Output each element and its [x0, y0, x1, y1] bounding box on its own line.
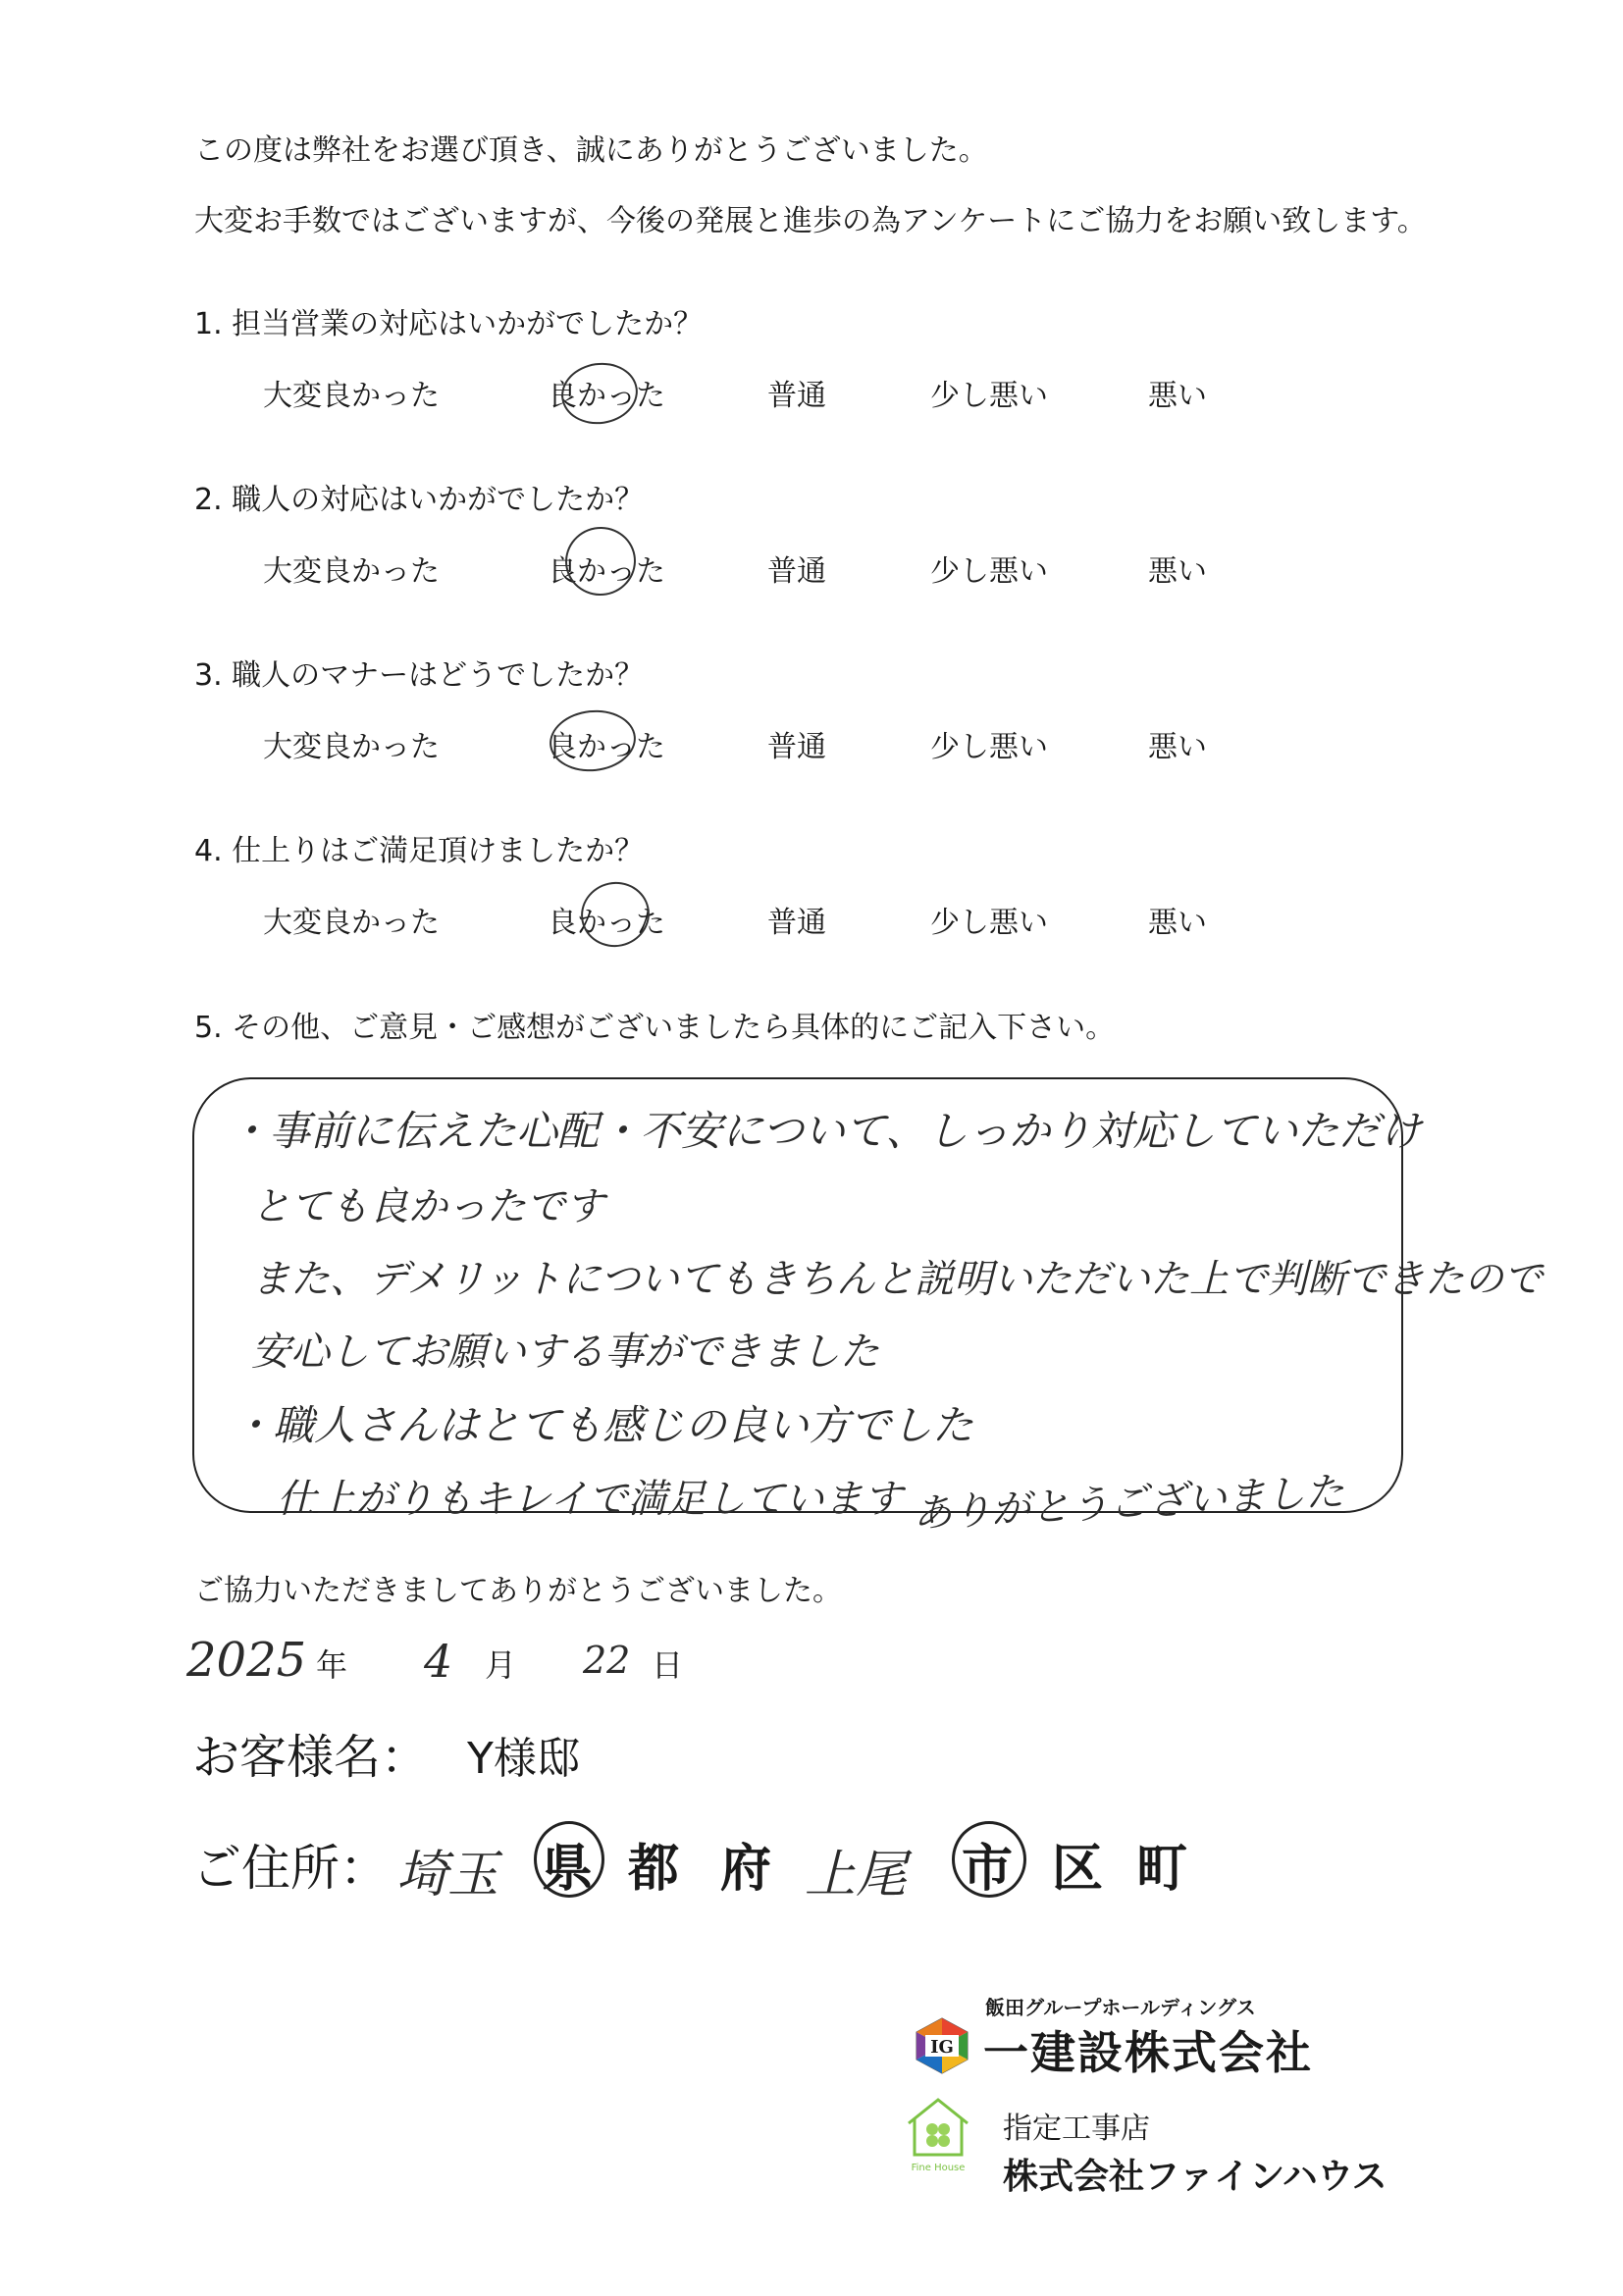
option-slightly-bad[interactable]: 少し悪い	[930, 730, 1048, 764]
option-very-good[interactable]: 大変良かった	[263, 906, 440, 940]
date-month-value: 4	[424, 1635, 453, 1688]
question-4: 4. 仕上りはご満足頂けましたか？	[194, 834, 645, 868]
option-good[interactable]: 良かった	[548, 379, 665, 413]
suffix-machi: 町	[1136, 1840, 1188, 1899]
question-2: 2. 職人の対応はいかがでしたか？	[194, 483, 645, 517]
group-name: 飯田グループホールディングス	[985, 1996, 1256, 2019]
question-5: 5. その他、ご意見・ご感想がございましたら具体的にご記入下さい。	[194, 1011, 1116, 1045]
option-good[interactable]: 良かった	[548, 730, 665, 764]
city-handwritten[interactable]: 上尾	[805, 1846, 908, 1905]
closing-text: ご協力いただきましてありがとうございました。	[194, 1574, 842, 1608]
handwritten-thanks: ありがとうございました	[912, 1469, 1346, 1538]
option-normal[interactable]: 普通	[767, 379, 826, 413]
option-bad[interactable]: 悪い	[1148, 379, 1207, 413]
fine-house-logo-text: Fine House	[911, 2163, 966, 2173]
date-year-label: 年	[316, 1646, 348, 1684]
option-slightly-bad[interactable]: 少し悪い	[930, 379, 1048, 413]
date-month-label: 月	[485, 1646, 517, 1684]
option-bad[interactable]: 悪い	[1148, 906, 1207, 940]
company-name: 一建設株式会社	[983, 2026, 1313, 2079]
option-very-good[interactable]: 大変良かった	[263, 554, 440, 589]
selection-circle	[575, 875, 655, 953]
suffix-ku: 区	[1052, 1840, 1104, 1899]
ig-logo-icon	[913, 2016, 971, 2075]
selection-circle-shi	[952, 1821, 1026, 1898]
handwritten-comment-line-1: ・事前に伝えた心配・不安について、しっかり対応していただけ	[228, 1107, 1422, 1155]
handwritten-comment-line-2: とても良かったです	[251, 1184, 604, 1229]
prefecture-handwritten[interactable]: 埼玉	[396, 1846, 499, 1905]
suffix-ken: 県	[542, 1840, 594, 1899]
selection-circle-ken	[534, 1821, 604, 1898]
contractor-name: 株式会社ファインハウス	[1003, 2157, 1387, 2197]
customer-name-label: お客様名：	[192, 1730, 429, 1785]
option-good[interactable]: 良かった	[548, 554, 665, 589]
selection-circle	[557, 358, 642, 429]
option-normal[interactable]: 普通	[767, 554, 826, 589]
date-day-value: 22	[583, 1639, 631, 1682]
question-3: 3. 職人のマナーはどうでしたか？	[194, 658, 645, 693]
date-day-label: 日	[652, 1646, 684, 1684]
option-very-good[interactable]: 大変良かった	[263, 730, 440, 764]
suffix-shi: 市	[962, 1840, 1014, 1899]
option-normal[interactable]: 普通	[767, 906, 826, 940]
intro-line-1: この度は弊社をお選び頂き、誠にありがとうございました。	[194, 133, 988, 168]
suffix-fu: 府	[720, 1840, 772, 1899]
option-normal[interactable]: 普通	[767, 730, 826, 764]
date-row	[0, 1629, 1623, 1707]
handwritten-comment-line-3: また、デメリットについてもきちんと説明いただいた上で判断できたので	[251, 1257, 1543, 1302]
option-bad[interactable]: 悪い	[1148, 730, 1207, 764]
handwritten-comment-line-5: ・職人さんはとても感じの良い方でした	[232, 1401, 974, 1449]
date-year-value: 2025	[186, 1633, 307, 1688]
address-row	[0, 1815, 1623, 1913]
ig-logo-text: IG	[930, 2037, 954, 2058]
handwritten-comment-line-6: 仕上がりもキレイで満足しています	[277, 1477, 903, 1522]
handwritten-comment-line-4: 安心してお願いする事ができました	[251, 1330, 879, 1375]
customer-name-value[interactable]: Y様邸	[467, 1734, 580, 1784]
address-label: ご住所：	[192, 1840, 389, 1897]
intro-line-2: 大変お手数ではございますが、今後の発展と進歩の為アンケートにご協力をお願い致します。	[194, 204, 1427, 238]
option-slightly-bad[interactable]: 少し悪い	[930, 906, 1048, 940]
question-1: 1. 担当営業の対応はいかがでしたか？	[194, 307, 704, 341]
option-good[interactable]: 良かった	[548, 906, 665, 940]
option-very-good[interactable]: 大変良かった	[263, 379, 440, 413]
suffix-to: 都	[628, 1840, 680, 1899]
designated-label: 指定工事店	[1003, 2112, 1150, 2146]
fine-house-logo-icon	[903, 2094, 973, 2174]
option-slightly-bad[interactable]: 少し悪い	[930, 554, 1048, 589]
option-bad[interactable]: 悪い	[1148, 554, 1207, 589]
